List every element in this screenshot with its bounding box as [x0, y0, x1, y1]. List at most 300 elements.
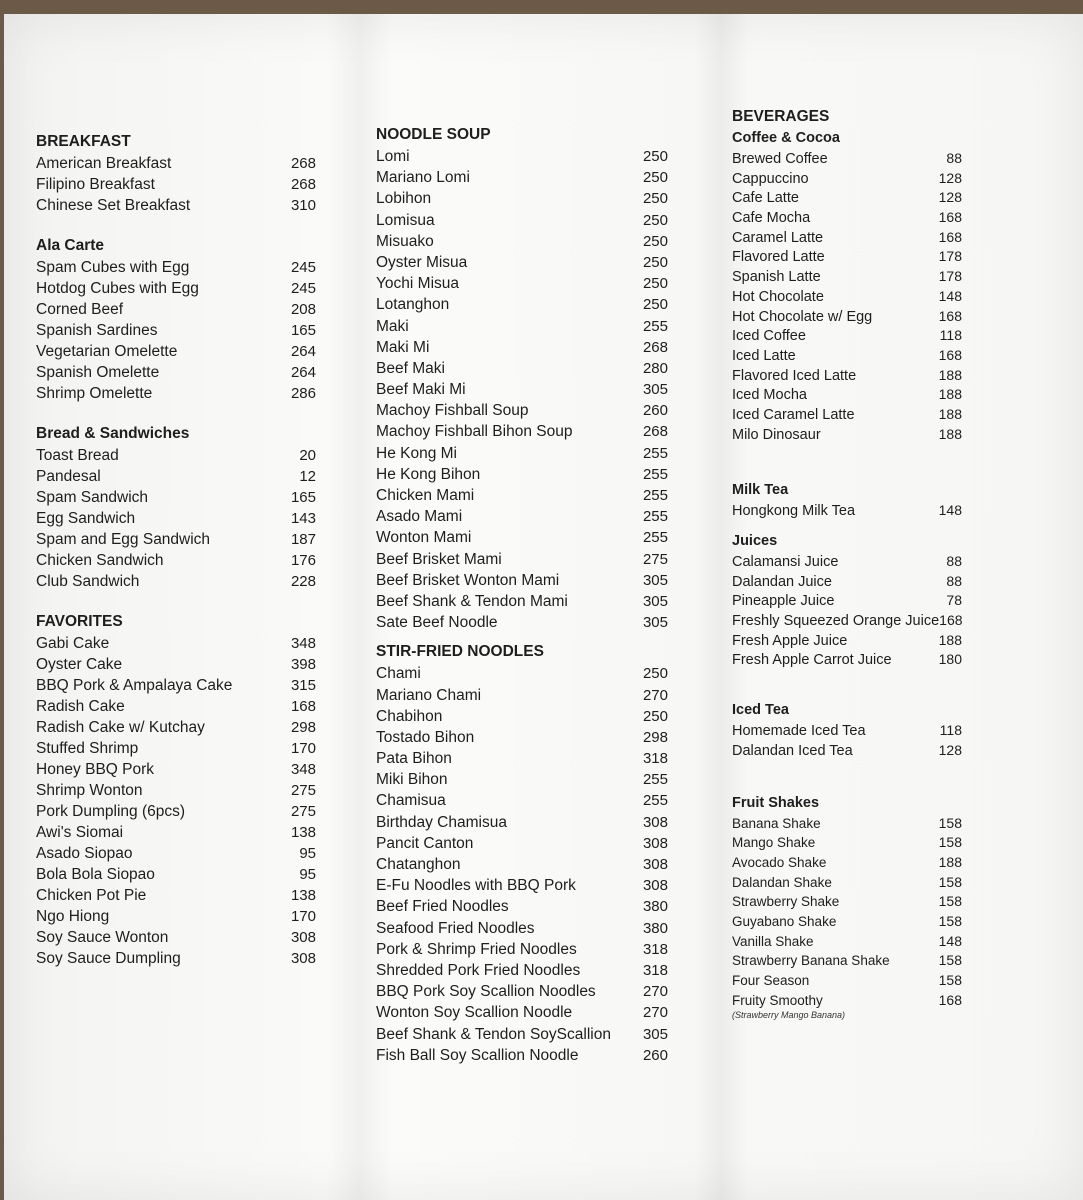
menu-item	[376, 527, 668, 548]
menu-item	[36, 864, 316, 885]
menu-item	[376, 570, 668, 591]
section-title: FAVORITES	[36, 613, 123, 630]
menu-item-name: Ngo Hiong	[36, 908, 110, 925]
menu-item	[36, 801, 316, 822]
menu-item-name: Spanish Latte	[732, 269, 821, 286]
menu-item-name: Iced Coffee	[732, 328, 806, 345]
menu-item-name: BBQ Pork Soy Scallion Noodles	[376, 983, 596, 1001]
menu-item-name: Radish Cake w/ Kutchay	[36, 719, 205, 736]
menu-item-name: Seafood Fried Noodles	[376, 919, 535, 937]
menu-item	[36, 571, 316, 592]
menu-item-name: Chatanghon	[376, 856, 461, 873]
menu-item	[36, 153, 316, 174]
menu-item-name: Flavored Latte	[732, 249, 825, 266]
menu-item	[36, 383, 316, 404]
menu-item	[36, 278, 316, 299]
section-title: STIR-FRIED NOODLES	[376, 643, 544, 661]
menu-item-name: Yochi Misua	[376, 275, 460, 293]
menu-item-name: Mariano Chami	[376, 686, 482, 704]
menu-item-price: 275	[642, 550, 668, 568]
section-title: Ala Carte	[36, 237, 105, 254]
menu-section	[36, 423, 316, 592]
menu-item-price: 168	[938, 209, 962, 226]
menu-item-price: 168	[939, 612, 963, 629]
menu-item	[36, 320, 316, 341]
menu-item-price: 260	[642, 1046, 668, 1064]
menu-item-name: Birthday Chamisua	[376, 813, 507, 831]
menu-item	[36, 529, 316, 550]
menu-item-price: 275	[290, 782, 316, 799]
menu-item	[732, 228, 962, 248]
menu-item-price: 380	[642, 898, 668, 916]
menu-item-price: 310	[290, 197, 316, 214]
menu-item	[376, 316, 668, 337]
menu-item-price: 168	[938, 346, 962, 363]
menu-item-price: 270	[642, 1004, 668, 1022]
menu-item-name: Chinese Set Breakfast	[36, 197, 191, 214]
menu-item-name: Vegetarian Omelette	[36, 343, 178, 360]
menu-item	[376, 358, 668, 379]
menu-item-name: Lotanghon	[376, 296, 450, 314]
menu-item	[732, 951, 962, 971]
menu-item	[732, 912, 962, 932]
menu-item-price: 308	[642, 856, 668, 873]
section-title: Juices	[732, 533, 778, 549]
menu-item-price: 250	[642, 169, 668, 187]
menu-section	[36, 235, 316, 404]
menu-item-name: Soy Sauce Dumpling	[36, 950, 181, 967]
menu-item-name: Beef Fried Noodles	[376, 898, 509, 916]
menu-item	[376, 790, 668, 811]
menu-item-name: Pandesal	[36, 468, 101, 485]
menu-item-price: 187	[290, 531, 316, 548]
menu-item-price: 178	[938, 248, 962, 265]
section-title: Bread & Sandwiches	[36, 425, 190, 442]
menu-item-price: 308	[642, 834, 668, 852]
section-title: Iced Tea	[732, 702, 789, 719]
menu-item-name: Shrimp Omelette	[36, 385, 153, 402]
menu-item	[732, 307, 962, 327]
menu-item-price: 255	[642, 771, 668, 789]
menu-item-price: 264	[290, 343, 316, 360]
menu-item-name: Iced Latte	[732, 347, 796, 364]
menu-item-name: Bola Bola Siopao	[36, 866, 155, 883]
menu-item-name: Maki Mi	[376, 338, 430, 356]
menu-item-price: 188	[938, 386, 962, 403]
menu-item-price: 268	[642, 338, 668, 356]
menu-item-name: Stuffed Shrimp	[36, 740, 139, 757]
menu-item-name: Beef Maki	[376, 359, 445, 377]
menu-item	[376, 591, 668, 612]
menu-item-price: 88	[946, 553, 962, 569]
menu-item	[36, 466, 316, 487]
menu-item-name: Lomisua	[376, 211, 435, 229]
menu-item	[376, 748, 668, 769]
menu-item-price: 180	[938, 651, 962, 668]
menu-item	[732, 552, 962, 572]
menu-column-left	[36, 14, 316, 969]
menu-item-name: Milo Dinosaur	[732, 426, 821, 443]
menu-item	[732, 169, 962, 189]
menu-item-price: 255	[642, 508, 668, 526]
menu-item-price: 12	[299, 468, 316, 485]
menu-item	[36, 633, 316, 654]
menu-item-name: Shrimp Wonton	[36, 782, 143, 799]
menu-item	[732, 721, 962, 741]
menu-item	[36, 843, 316, 864]
menu-item-price: 348	[290, 635, 316, 652]
menu-item	[36, 696, 316, 717]
menu-item-price: 208	[290, 301, 316, 318]
menu-item-price: 250	[642, 148, 668, 165]
menu-section	[36, 131, 316, 216]
menu-item	[36, 341, 316, 362]
menu-item-name: Pork & Shrimp Fried Noodles	[376, 940, 577, 958]
menu-item-price: 118	[939, 327, 962, 344]
menu-item-name: Chicken Sandwich	[36, 552, 164, 569]
menu-item-price: 250	[642, 707, 668, 725]
menu-item-price: 308	[642, 877, 668, 895]
menu-item	[36, 885, 316, 906]
menu-item	[376, 612, 668, 633]
menu-item-price: 398	[290, 656, 316, 673]
menu-item-price: 245	[290, 259, 316, 276]
menu-item-price: 95	[299, 845, 316, 862]
menu-item	[732, 405, 962, 425]
menu-item	[376, 1002, 668, 1023]
menu-item-price: 250	[642, 190, 668, 208]
menu-item-price: 255	[642, 465, 668, 483]
menu-column-right	[732, 14, 962, 1020]
menu-item-price: 305	[642, 614, 668, 632]
menu-item-name: Beef Brisket Wonton Mami	[376, 571, 560, 589]
menu-item-price: 315	[290, 677, 316, 694]
menu-item-name: Calamansi Juice	[732, 554, 839, 570]
menu-item-name: Chabihon	[376, 707, 443, 725]
menu-item-price: 148	[938, 932, 962, 949]
menu-item-price: 176	[290, 552, 316, 569]
menu-item-name: E-Fu Noodles with BBQ Pork	[376, 877, 576, 895]
menu-item-name: Brewed Coffee	[732, 151, 828, 167]
menu-item-name: Wonton Soy Scallion Noodle	[376, 1004, 573, 1022]
menu-item-price: 380	[642, 919, 668, 937]
menu-item-name: Cafe Latte	[732, 190, 799, 207]
menu-item-name: Misuako	[376, 232, 434, 250]
menu-item	[732, 932, 962, 952]
menu-item-name: Machoy Fishball Soup	[376, 402, 529, 420]
menu-item-price: 168	[938, 228, 962, 245]
menu-item-name: Spam Sandwich	[36, 489, 149, 506]
menu-item-name: Toast Bread	[36, 447, 119, 464]
menu-item-price: 260	[642, 402, 668, 420]
menu-item-price: 188	[938, 425, 962, 442]
menu-item	[732, 741, 962, 761]
menu-item-price: 318	[642, 940, 668, 958]
menu-item	[732, 149, 962, 169]
menu-item-price: 250	[642, 275, 668, 293]
menu-item-name: Wonton Mami	[376, 529, 472, 547]
menu-item-price: 158	[938, 834, 962, 851]
menu-item-name: Beef Brisket Mami	[376, 550, 502, 568]
menu-item-price: 286	[290, 385, 316, 402]
menu-item-price: 228	[290, 573, 316, 590]
menu-item	[376, 939, 668, 960]
menu-item	[376, 769, 668, 790]
menu-item-price: 308	[642, 813, 668, 831]
menu-item	[732, 287, 962, 307]
menu-item-name: Chicken Pot Pie	[36, 887, 147, 904]
menu-item-name: Shredded Pork Fried Noodles	[376, 961, 581, 979]
menu-item-price: 20	[299, 447, 316, 464]
menu-item-name: Asado Siopao	[36, 845, 133, 862]
menu-item	[376, 875, 668, 896]
menu-item-name: Dalandan Juice	[732, 573, 832, 590]
menu-item-name: Dalandan Iced Tea	[732, 742, 853, 759]
menu-item-price: 148	[938, 287, 962, 304]
menu-item-price: 245	[290, 280, 316, 297]
menu-item-name: Filipino Breakfast	[36, 176, 155, 193]
menu-item	[376, 706, 668, 727]
menu-item-price: 188	[938, 853, 962, 870]
menu-item	[732, 631, 962, 651]
menu-item-price: 168	[290, 698, 316, 715]
menu-item-price: 250	[642, 665, 668, 683]
menu-item-price: 270	[642, 686, 668, 704]
menu-item	[36, 906, 316, 927]
menu-item	[376, 210, 668, 231]
menu-item-price: 88	[946, 572, 962, 589]
menu-section	[732, 480, 962, 521]
shake-note: (Strawberry Mango Banana)	[732, 1010, 846, 1021]
menu-item	[732, 346, 962, 366]
menu-item-price: 255	[642, 792, 668, 810]
menu-item	[36, 487, 316, 508]
menu-item-name: Hot Chocolate w/ Egg	[732, 308, 873, 325]
menu-item-name: Spanish Omelette	[36, 364, 160, 381]
menu-item-price: 188	[938, 631, 962, 648]
menu-item	[36, 362, 316, 383]
menu-item-price: 165	[290, 489, 316, 506]
menu-item-price: 138	[290, 824, 316, 841]
menu-item-price: 305	[642, 592, 668, 610]
menu-item-price: 158	[938, 972, 962, 988]
menu-item-price: 264	[290, 364, 316, 381]
menu-item-price: 308	[290, 929, 316, 946]
menu-item	[376, 337, 668, 358]
menu-item-name: Maki	[376, 317, 409, 335]
menu-column-middle	[376, 14, 668, 1066]
menu-item-name: Chicken Mami	[376, 487, 475, 504]
menu-item	[376, 854, 668, 875]
menu-item-price: 128	[938, 169, 962, 186]
menu-item-price: 255	[642, 444, 668, 462]
menu-item-name: Gabi Cake	[36, 635, 110, 652]
menu-item	[36, 927, 316, 948]
menu-item-name: Tostado Bihon	[376, 728, 475, 746]
menu-item-price: 128	[938, 189, 962, 206]
menu-item	[732, 326, 962, 346]
menu-item-price: 170	[290, 740, 316, 757]
menu-item-price: 280	[642, 359, 668, 377]
menu-item	[376, 833, 668, 854]
menu-item-price: 318	[642, 750, 668, 768]
menu-item	[376, 400, 668, 421]
menu-item	[376, 188, 668, 209]
menu-item-name: Lobihon	[376, 190, 432, 208]
menu-item-name: He Kong Bihon	[376, 465, 481, 483]
menu-item-price: 250	[642, 232, 668, 250]
menu-item	[732, 991, 962, 1011]
menu-item	[36, 257, 316, 278]
menu-item-price: 78	[946, 592, 962, 609]
menu-item-name: Beef Shank & Tendon SoyScallion	[376, 1025, 611, 1043]
menu-item-name: Iced Caramel Latte	[732, 406, 855, 423]
menu-item	[732, 650, 962, 670]
menu-item	[732, 208, 962, 228]
menu-item-price: 275	[290, 803, 316, 820]
menu-item-name: Spam Cubes with Egg	[36, 259, 190, 276]
menu-section	[732, 793, 962, 1021]
menu-item	[376, 252, 668, 273]
menu-item-name: Strawberry Banana Shake	[732, 953, 890, 969]
section-title: Milk Tea	[732, 482, 789, 499]
menu-item-price: 158	[938, 952, 962, 969]
menu-item	[376, 464, 668, 485]
menu-item-name: Fresh Apple Juice	[732, 632, 848, 649]
menu-item-price: 168	[938, 991, 962, 1008]
menu-item	[376, 231, 668, 252]
menu-item	[376, 167, 668, 188]
menu-item-price: 298	[290, 719, 316, 736]
menu-item-name: He Kong Mi	[376, 444, 457, 462]
section-title: Fruit Shakes	[732, 794, 820, 811]
menu-item-name: Cappuccino	[732, 170, 809, 187]
menu-item	[732, 425, 962, 445]
menu-item	[376, 443, 668, 464]
menu-item	[376, 506, 668, 527]
menu-item	[36, 508, 316, 529]
menu-item-name: Dalandan Shake	[732, 874, 832, 890]
menu-item-name: Four Season	[732, 973, 810, 988]
menu-item	[376, 685, 668, 706]
menu-item-price: 268	[290, 155, 316, 172]
section-title: BREAKFAST	[36, 133, 131, 150]
menu-item-name: Soy Sauce Wonton	[36, 929, 169, 946]
menu-item	[376, 1024, 668, 1045]
menu-item-name: Spam and Egg Sandwich	[36, 531, 211, 548]
menu-item-name: Banana Shake	[732, 815, 821, 831]
menu-item	[36, 299, 316, 320]
menu-section	[36, 611, 316, 969]
menu-item-name: Pineapple Juice	[732, 593, 835, 610]
menu-item-name: Chamisua	[376, 792, 446, 810]
menu-item-name: Hot Chocolate	[732, 288, 824, 305]
menu-item	[36, 550, 316, 571]
menu-item-name: Hotdog Cubes with Egg	[36, 280, 199, 297]
menu-item-price: 318	[642, 961, 668, 979]
menu-item-price: 250	[642, 296, 668, 314]
menu-item	[732, 267, 962, 287]
menu-item-name: Beef Maki Mi	[376, 381, 466, 399]
menu-item-name: Miki Bihon	[376, 771, 448, 789]
menu-item-name: Asado Mami	[376, 508, 463, 526]
menu-item	[36, 174, 316, 195]
menu-item-name: Chami	[376, 665, 421, 683]
menu-section	[376, 124, 668, 633]
menu-item	[36, 738, 316, 759]
menu-item-price: 158	[938, 814, 962, 831]
menu-item-name: American Breakfast	[36, 155, 172, 172]
menu-item	[36, 445, 316, 466]
menu-item	[376, 960, 668, 981]
menu-item	[376, 896, 668, 917]
section-title: Coffee & Cocoa	[732, 130, 840, 146]
menu-item	[36, 675, 316, 696]
menu-item-name: Pancit Canton	[376, 834, 474, 852]
menu-item-name: Beef Shank & Tendon Mami	[376, 592, 568, 610]
menu-item-name: Oyster Misua	[376, 253, 468, 271]
menu-item-name: Homemade Iced Tea	[732, 723, 866, 740]
menu-item	[732, 591, 962, 611]
menu-item-name: Iced Mocha	[732, 387, 807, 404]
menu-item-name: Club Sandwich	[36, 573, 140, 590]
menu-item-name: Mango Shake	[732, 835, 816, 851]
menu-item-name: Caramel Latte	[732, 229, 824, 246]
menu-item-price: 158	[938, 873, 962, 890]
menu-item-name: Avocado Shake	[732, 854, 827, 870]
menu-item-price: 268	[642, 423, 668, 441]
menu-item	[732, 611, 962, 631]
menu-item	[732, 833, 962, 853]
menu-item-name: Oyster Cake	[36, 656, 123, 673]
menu-item	[732, 366, 962, 386]
menu-item-price: 178	[938, 268, 962, 285]
menu-item-price: 298	[642, 728, 668, 746]
menu-item-price: 250	[642, 211, 668, 229]
menu-item	[732, 501, 962, 521]
menu-item-name: Lomi	[376, 148, 410, 165]
menu-item-price: 88	[946, 150, 962, 166]
menu-item-name: Strawberry Shake	[732, 894, 840, 910]
menu-item	[36, 822, 316, 843]
menu-item	[376, 379, 668, 400]
menu-item	[732, 892, 962, 912]
menu-item-price: 118	[939, 722, 962, 739]
menu-item-name: Honey BBQ Pork	[36, 761, 155, 778]
menu-item-name: Awi's Siomai	[36, 824, 124, 841]
menu-item	[376, 727, 668, 748]
menu-item-price: 255	[642, 529, 668, 547]
menu-item	[376, 485, 668, 506]
menu-item-price: 95	[299, 866, 316, 883]
menu-item-price: 138	[290, 887, 316, 904]
menu-item-price: 348	[290, 761, 316, 778]
menu-section	[732, 128, 962, 444]
menu-item-name: Vanilla Shake	[732, 933, 814, 949]
menu-section	[732, 700, 962, 760]
menu-item-price: 305	[642, 381, 668, 399]
menu-item-price: 143	[290, 510, 316, 527]
menu-item-price: 158	[938, 912, 962, 929]
menu-item	[376, 294, 668, 315]
menu-item-price: 268	[290, 176, 316, 193]
menu-item	[732, 971, 962, 991]
menu-item-name: Fruity Smoothy	[732, 992, 823, 1008]
menu-item-name: Freshly Squeezed Orange Juice	[732, 613, 940, 630]
menu-item	[36, 780, 316, 801]
menu-item	[732, 572, 962, 592]
menu-section	[732, 531, 962, 670]
